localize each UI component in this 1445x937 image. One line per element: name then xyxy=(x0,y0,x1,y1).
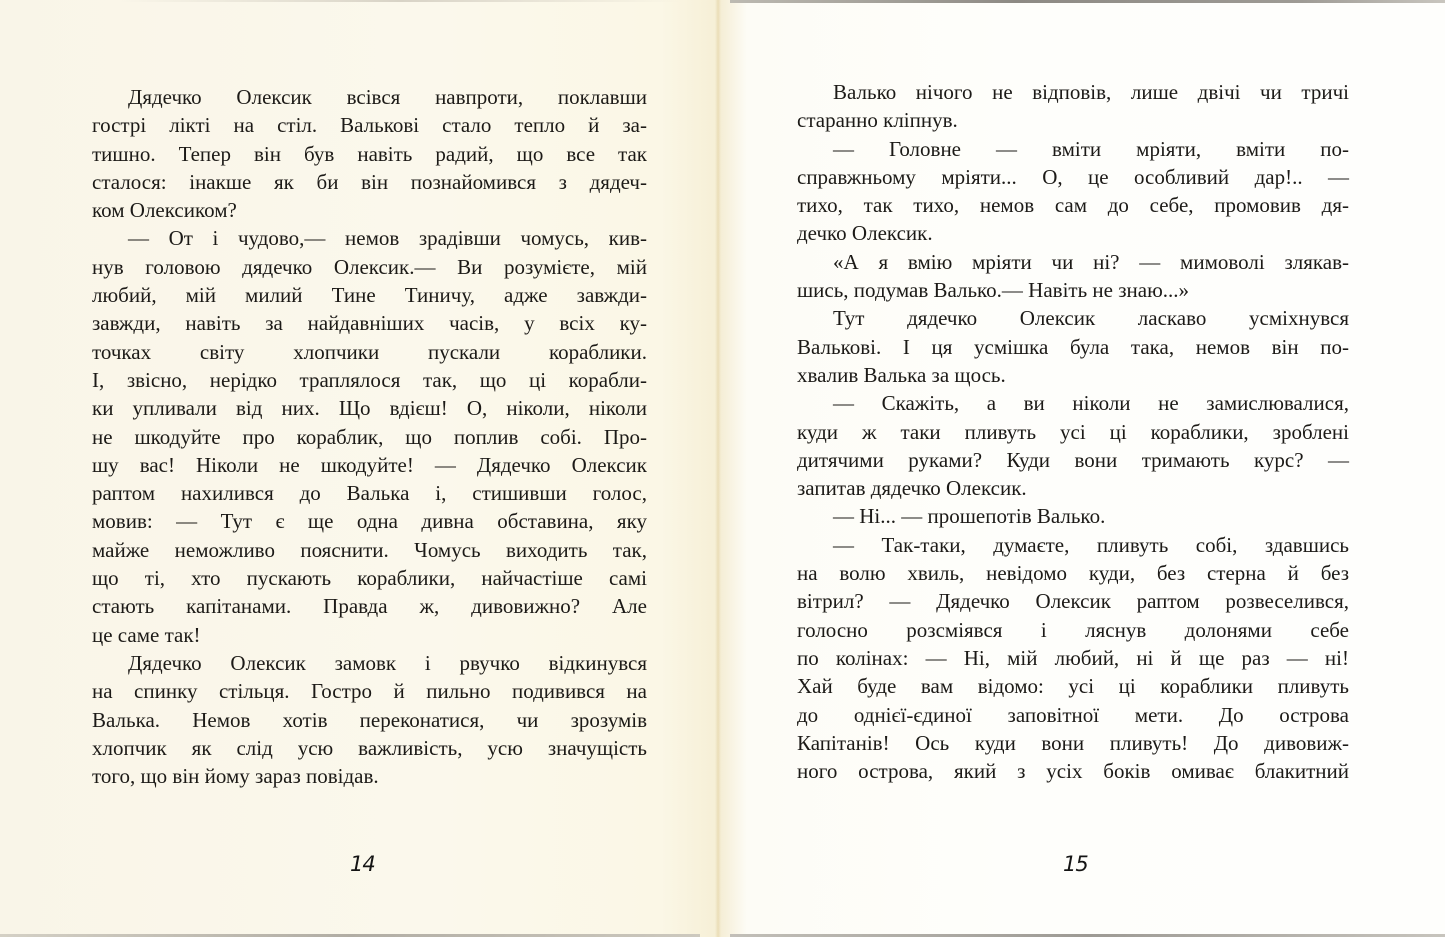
text-line: куди ж таки пливуть усі ці кораблики, зроблені xyxy=(797,419,1349,444)
right-page-text xyxy=(797,78,1349,785)
text-line: хлопчик як слід усю важливість, усю значущість xyxy=(92,735,647,760)
text-line: «А я вмію мріяти чи ні? — мимоволі злякав- xyxy=(833,249,1349,274)
text-line: любий, мій милий Тине Тиничу, адже завжди- xyxy=(92,283,647,308)
left-page xyxy=(0,0,718,937)
text-line: тихо, так тихо, немов сам до себе, промовив дя- xyxy=(797,193,1349,218)
text-line: ком Олексиком? xyxy=(92,198,237,223)
text-line: — Головне — вміти мріяти, вміти по- xyxy=(833,136,1349,161)
text-line: Валька. Немов хотів переконатися, чи зрозумів xyxy=(92,707,647,732)
text-line: на спинку стільця. Гостро й пильно подивився на xyxy=(92,679,647,704)
text-line: дитячими руками? Куди вони тримають курс? — xyxy=(797,447,1349,472)
text-line: ного острова, який з усіх боків омиває блакитний xyxy=(797,759,1349,784)
text-line: — Так-таки, думаєте, пливуть собі, здавшись xyxy=(833,532,1349,557)
text-line: що ті, хто пускають кораблики, найчастіше самі xyxy=(92,566,647,591)
page-edge-top-right xyxy=(730,0,1445,3)
text-line: на волю хвиль, невідомо куди, без стерна й без xyxy=(797,561,1349,586)
text-line: завжди, навіть за найдавніших часів, у всіх ку- xyxy=(92,311,647,336)
left-page-text xyxy=(92,83,647,790)
text-line: по колінах: — Ні, мій любий, ні й ще раз — ні! xyxy=(797,645,1349,670)
text-line: ки упливали від них. Що вдієш! О, ніколи, ніколи xyxy=(92,396,647,421)
text-line: шу вас! Ніколи не шкодуйте! — Дядечко Олексик xyxy=(92,452,647,477)
text-line: Валько нічого не відповів, лише двічі чи тричі xyxy=(833,80,1349,104)
text-line: шись, подумав Валько.— Навіть не знаю...» xyxy=(797,278,1190,303)
text-line: хвалив Валька за щось. xyxy=(797,362,1006,387)
text-line: це саме так! xyxy=(92,622,201,647)
text-line: точках світу хлопчики пускали кораблики. xyxy=(92,339,647,364)
text-line: вітрил? — Дядечко Олексик раптом розвеселився, xyxy=(797,589,1349,614)
text-line: стають капітанами. Правда ж, дивовижно? Але xyxy=(92,594,647,619)
text-line: того, що він йому зараз повідав. xyxy=(92,764,379,789)
page-edge-top-left xyxy=(120,0,680,2)
text-line: Тут дядечко Олексик ласкаво усміхнувся xyxy=(833,306,1349,331)
right-page xyxy=(718,0,1445,937)
text-line: майже неможливо пояснити. Чомусь виходить так, xyxy=(92,537,647,562)
text-line: голосно розсміявся і ляснув долонями себе xyxy=(797,617,1349,642)
text-line: тишно. Тепер він був навіть радий, що все так xyxy=(92,141,647,166)
page-number-left: 14 xyxy=(350,852,375,876)
text-line: Дядечко Олексик замовк і рвучко відкинувся xyxy=(128,650,647,675)
text-line: справжньому мріяти... О, це особливий дар!.. — xyxy=(797,164,1349,189)
text-line: раптом нахилився до Валька і, стишивши голос, xyxy=(92,481,647,506)
text-line: не шкодуйте про кораблик, що поплив собі. Про- xyxy=(92,424,647,449)
text-line: І, звісно, нерідко траплялося так, що ці корабли- xyxy=(92,367,647,392)
text-line: гострі лікті на стіл. Валькові стало тепло й за- xyxy=(92,113,647,138)
text-line: старанно кліпнув. xyxy=(797,108,958,133)
text-line: нув головою дядечко Олексик.— Ви розумієте, мій xyxy=(92,254,647,279)
text-line: — От і чудово,— немов зрадівши чомусь, кив- xyxy=(128,226,647,251)
book-spine xyxy=(715,0,721,937)
page-number-right: 15 xyxy=(1063,852,1088,876)
text-line: запитав дядечко Олексик. xyxy=(797,476,1027,501)
text-line: — Скажіть, а ви ніколи не замислювалися, xyxy=(833,391,1349,416)
text-line: до однієї-єдиної заповітної мети. До острова xyxy=(797,702,1349,727)
text-line: дечко Олексик. xyxy=(797,221,933,246)
text-line: — Ні... — прошепотів Валько. xyxy=(833,504,1106,529)
text-line: Валькові. І ця усмішка була така, немов він по- xyxy=(797,334,1349,359)
text-line: мовив: — Тут є ще одна дивна обставина, яку xyxy=(92,509,647,534)
text-line: Хай буде вам відомо: усі ці кораблики пливуть xyxy=(797,674,1349,699)
text-line: Дядечко Олексик всівся навпроти, поклавши xyxy=(128,85,647,109)
text-line: сталося: інакше як би він познайомився з дядеч- xyxy=(92,169,647,194)
text-line: Капітанів! Ось куди вони пливуть! До дивовиж- xyxy=(797,730,1349,755)
